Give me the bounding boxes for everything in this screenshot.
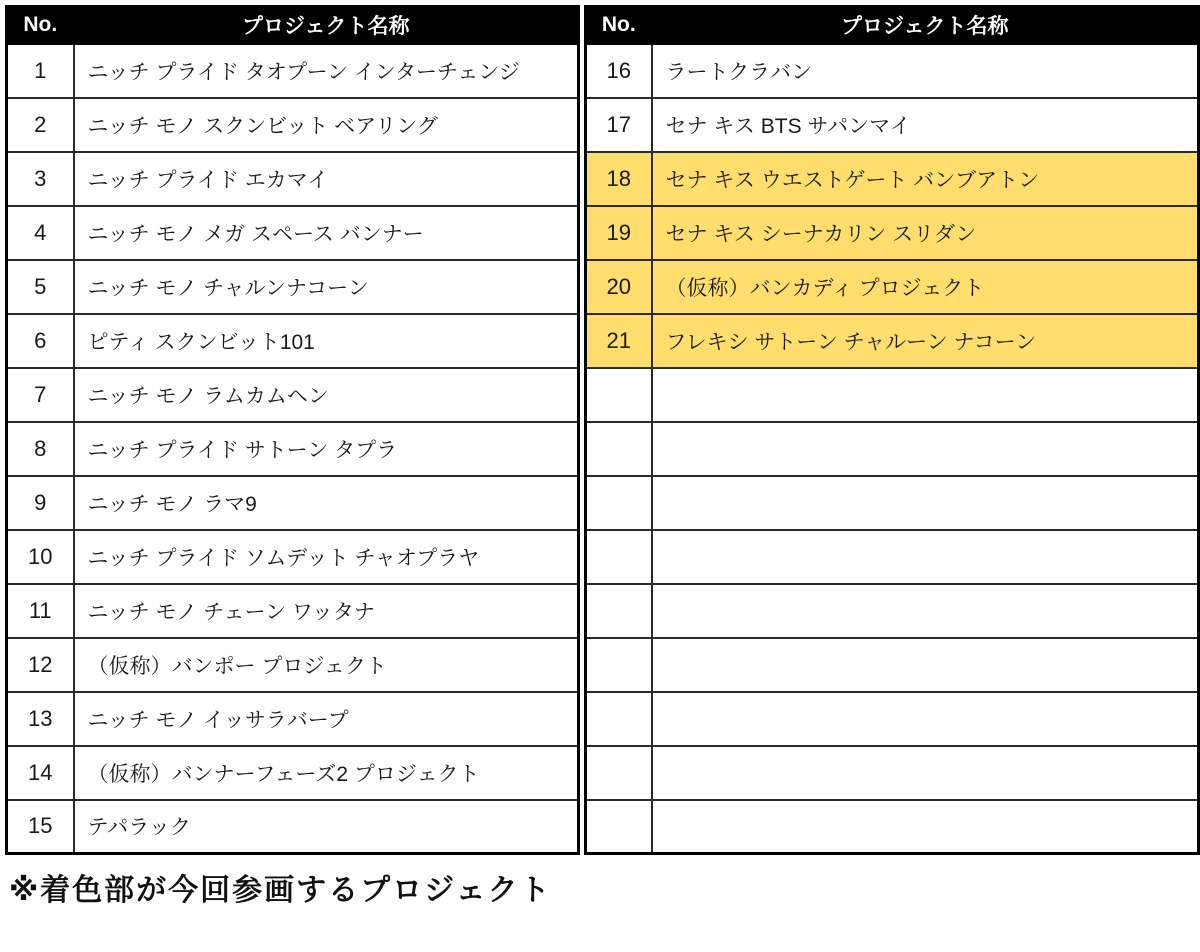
project-name-cell [652,692,1199,746]
empty-table-row [586,584,1199,638]
project-name-cell: ピティ スクンビット101 [74,314,579,368]
empty-table-row [586,638,1199,692]
table-row [7,152,579,206]
row-number-cell [586,638,652,692]
table-row [7,584,579,638]
row-number-cell: 11 [7,584,74,638]
row-number-cell [586,530,652,584]
table-row [586,152,1199,206]
project-name-cell [652,476,1199,530]
table-row [7,206,579,260]
table-row [7,476,579,530]
project-name-cell [652,584,1199,638]
project-name-cell [652,368,1199,422]
project-name-cell: ニッチ プライド サトーン タプラ [74,422,579,476]
project-name-cell: ニッチ モノ ラマ9 [74,476,579,530]
row-number-cell: 20 [586,260,652,314]
row-number-cell: 6 [7,314,74,368]
row-number-cell [586,368,652,422]
table-row [7,314,579,368]
project-name-cell: （仮称）バンカディ プロジェクト [652,260,1199,314]
project-name-cell [652,800,1199,854]
empty-table-row [586,800,1199,854]
table-row [7,638,579,692]
row-number-cell: 21 [586,314,652,368]
row-number-cell: 16 [586,44,652,98]
project-name-cell: ニッチ プライド タオプーン インターチェンジ [74,44,579,98]
empty-table-row [586,530,1199,584]
project-name-cell [652,746,1199,800]
row-number-cell: 15 [7,800,74,854]
project-name-cell: （仮称）バンポー プロジェクト [74,638,579,692]
project-name-cell: （仮称）バンナーフェーズ2 プロジェクト [74,746,579,800]
row-number-cell: 3 [7,152,74,206]
project-name-cell: ニッチ プライド ソムデット チャオプラヤ [74,530,579,584]
project-table-right [584,5,1200,855]
project-name-cell: セナ キス BTS サパンマイ [652,98,1199,152]
row-number-cell: 10 [7,530,74,584]
row-number-cell: 8 [7,422,74,476]
table-row [7,800,579,854]
project-table-left [5,5,580,855]
project-name-cell [652,530,1199,584]
project-name-cell [652,422,1199,476]
row-number-cell [586,422,652,476]
row-number-cell [586,692,652,746]
empty-table-row [586,422,1199,476]
project-name-cell: ラートクラバン [652,44,1199,98]
row-number-cell [586,476,652,530]
row-number-cell: 1 [7,44,74,98]
project-name-cell: フレキシ サトーン チャルーン ナコーン [652,314,1199,368]
table-row [7,746,579,800]
project-name-column-header: プロジェクト名称 [652,7,1199,44]
project-name-cell: ニッチ モノ チャルンナコーン [74,260,579,314]
no-column-header: No. [586,7,652,44]
project-name-cell: ニッチ プライド エカマイ [74,152,579,206]
no-column-header: No. [7,7,74,44]
header-row [7,7,579,44]
project-tables-row [5,5,1200,855]
project-name-cell: セナ キス ウエストゲート バンブアトン [652,152,1199,206]
table-row [7,530,579,584]
row-number-cell [586,584,652,638]
row-number-cell: 4 [7,206,74,260]
project-name-cell: ニッチ モノ チェーン ワッタナ [74,584,579,638]
row-number-cell: 5 [7,260,74,314]
row-number-cell: 12 [7,638,74,692]
table-row [7,368,579,422]
project-name-cell: セナ キス シーナカリン スリダン [652,206,1199,260]
project-name-cell: ニッチ モノ イッサラバープ [74,692,579,746]
footnote: ※着色部が今回参画するプロジェクト [9,874,552,907]
table-row [7,260,579,314]
row-number-cell: 19 [586,206,652,260]
header-row [586,7,1199,44]
table-row [586,260,1199,314]
row-number-cell: 14 [7,746,74,800]
empty-table-row [586,368,1199,422]
project-name-cell: ニッチ モノ ラムカムヘン [74,368,579,422]
row-number-cell: 18 [586,152,652,206]
table-row [7,98,579,152]
empty-table-row [586,476,1199,530]
table-row [586,44,1199,98]
table-row [7,44,579,98]
project-name-column-header: プロジェクト名称 [74,7,579,44]
row-number-cell: 9 [7,476,74,530]
table-row [586,314,1199,368]
row-number-cell: 17 [586,98,652,152]
empty-table-row [586,746,1199,800]
project-name-cell: テパラック [74,800,579,854]
table-row [586,206,1199,260]
table-row [586,98,1199,152]
project-name-cell: ニッチ モノ スクンビット ベアリング [74,98,579,152]
table-row [7,692,579,746]
empty-table-row [586,692,1199,746]
row-number-cell [586,746,652,800]
row-number-cell: 7 [7,368,74,422]
row-number-cell [586,800,652,854]
table-row [7,422,579,476]
project-name-cell: ニッチ モノ メガ スペース バンナー [74,206,579,260]
row-number-cell: 2 [7,98,74,152]
row-number-cell: 13 [7,692,74,746]
project-name-cell [652,638,1199,692]
